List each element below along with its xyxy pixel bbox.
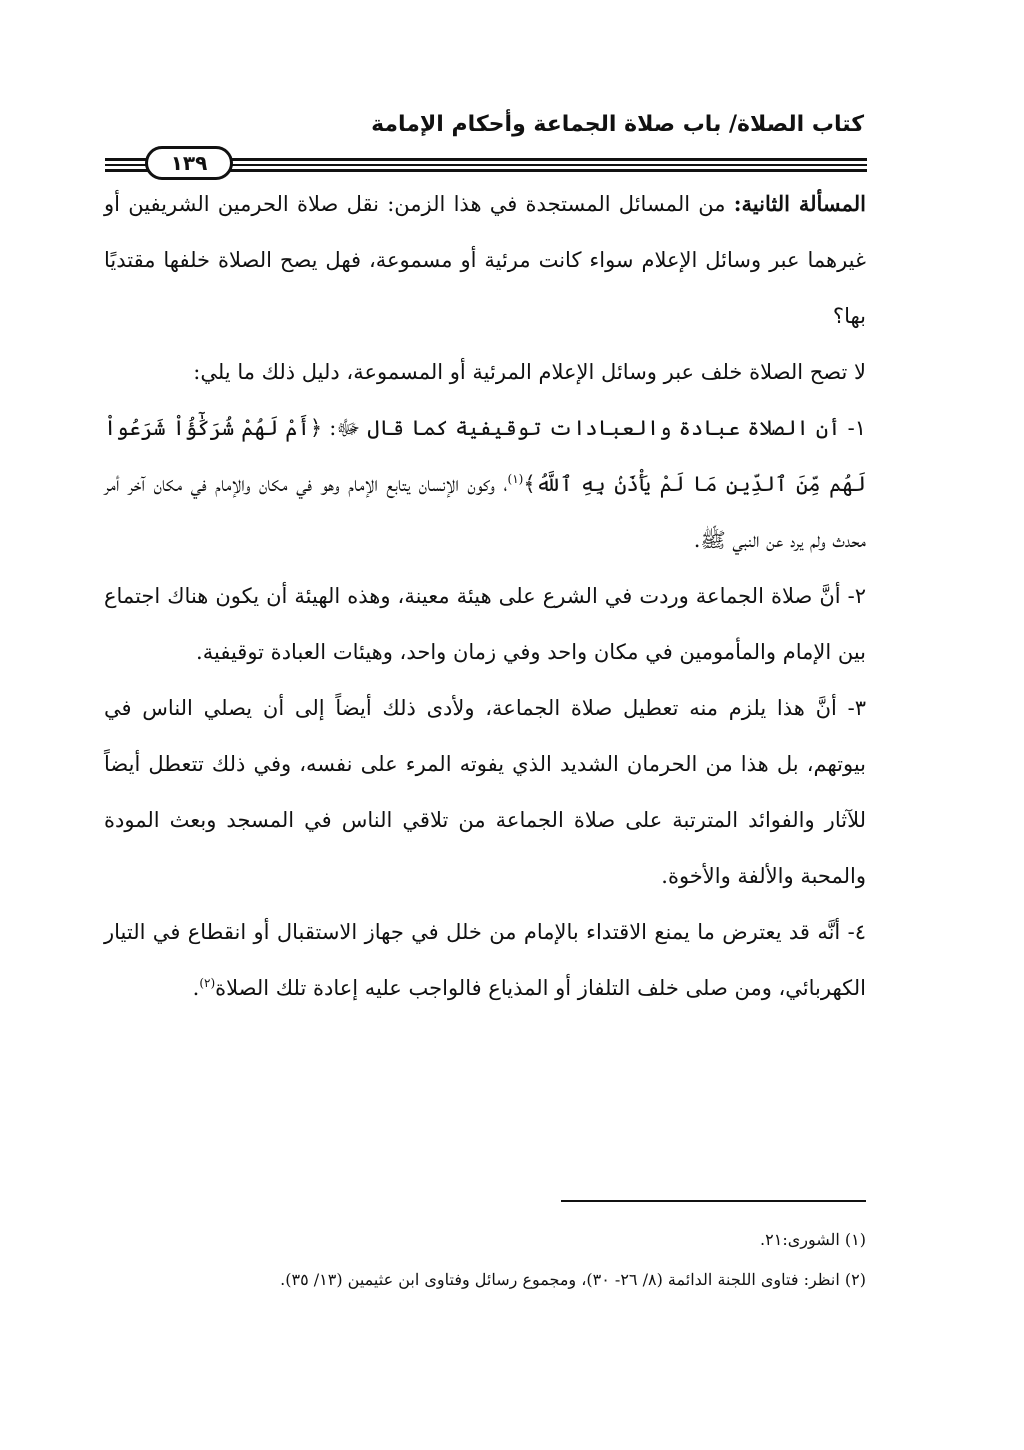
page-number-badge: ١٣٩ <box>145 146 233 180</box>
main-text <box>104 176 866 1016</box>
issue-label: المسألة الثانية: <box>733 191 866 216</box>
paragraph-point-1 <box>104 400 866 568</box>
point-4-text-a: ٤- أنَّه قد يعترض ما يمنع الاقتداء بالإمام من خلل في جهاز الاستقبال أو انقطاع في التيار الكهربائي، ومن صلى خلف التلفاز أو المذياع فالواجب عليه إعادة تلك الصلاة <box>104 920 866 1000</box>
footnote-divider <box>561 1200 866 1202</box>
running-header: كتاب الصلاة/ باب صلاة الجماعة وأحكام الإمامة <box>371 112 864 137</box>
paragraph-ruling: لا تصح الصلاة خلف عبر وسائل الإعلام المرئية أو المسموعة، دليل ذلك ما يلي: <box>193 360 866 384</box>
point-1-text-a: ١- أن الصلاة عبادة والعبادات توقيفية كما قال ﷻ: ﴿أَمْ لَهُمْ شُرَكَٰٓؤُاْ شَرَعُواْ لَهُم مِّنَ ٱلدِّينِ مَا لَمْ يَأْذَنۢ بِهِ ٱللَّهُ﴾ <box>104 416 866 496</box>
footnote-ref-2[interactable]: (٢) <box>199 976 216 990</box>
paragraph-issue-two <box>104 176 866 344</box>
footnote-2: (٢) انظر: فتاوى اللجنة الدائمة (٨/ ٢٦- ٣٠)، ومجموع رسائل وفتاوى ابن عثيمين (١٣/ ٣٥). <box>280 1270 866 1289</box>
paragraph-point-3: ٣- أنَّ هذا يلزم منه تعطيل صلاة الجماعة، ولأدى ذلك أيضاً إلى أن يصلي الناس في بيوتهم، بل هذا من الحرمان الشديد الذي يفوته المرء على نفسه، وفي ذلك تتعطل أيضاً للآثار والفوائد المترتبة على صلاة الجماعة من تلاقي الناس في المسجد وبعث المودة والمحبة والألفة والأخوة. <box>104 696 866 888</box>
paragraph-point-2: ٢- أنَّ صلاة الجماعة وردت في الشرع على هيئة معينة، وهذه الهيئة أن يكون هناك اجتماع بين الإمام والمأمومين في مكان واحد وفي زمان واحد، وهيئات العبادة توقيفية. <box>104 584 866 664</box>
footnotes <box>104 1220 866 1300</box>
point-4-text-b: . <box>192 976 200 1000</box>
footnote-ref-1[interactable]: (١) <box>507 472 524 486</box>
issue-text: من المسائل المستجدة في هذا الزمن: نقل صلاة الحرمين الشريفين أو غيرهما عبر وسائل الإعلام سواء كانت مرئية أو مسموعة، فهل يصح الصلاة خلفها مقتديًا بها؟ <box>104 192 866 328</box>
paragraph-point-4 <box>104 904 866 1016</box>
point-1-text-b: ، وكون الإنسان يتابع الإمام وهو في مكان والإمام في مكان آخر أمر محدث ولم يرد عن النبي ﷺ. <box>104 472 866 552</box>
footnote-1: (١) الشورى:٢١. <box>760 1230 866 1249</box>
